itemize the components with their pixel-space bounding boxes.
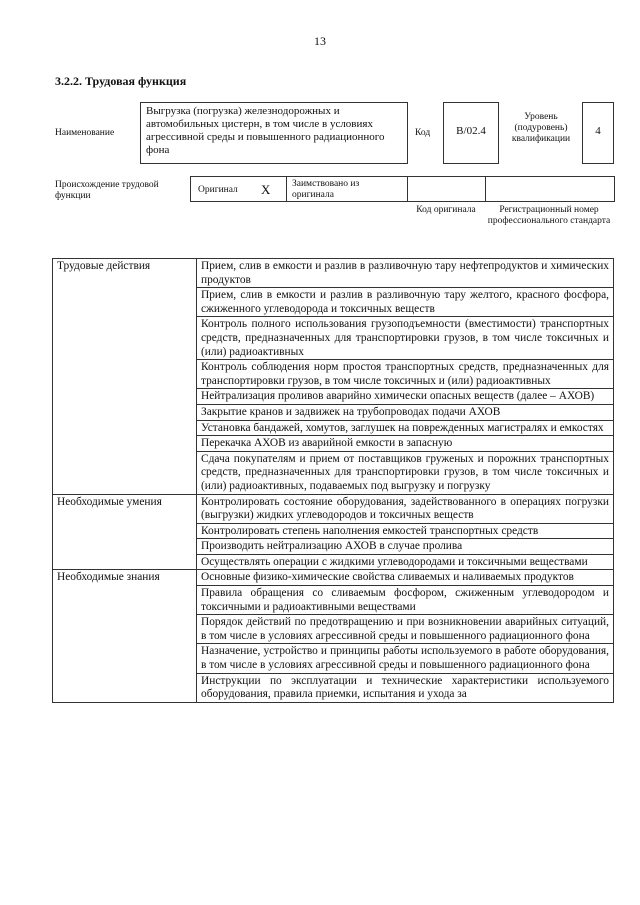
function-details-table (52, 258, 614, 703)
divider (286, 177, 287, 201)
list-item: Нейтрализация проливов аварийно химически опасных веществ (далее – АХОВ) (197, 389, 614, 405)
code-original-label: Код оригинала (416, 205, 476, 215)
list-item: Прием, слив в емкости и разлив в разливочную тару нефтепродуктов и химических продуктов (197, 259, 614, 288)
page-number: 13 (314, 34, 326, 48)
list-item: Установка бандажей, хомутов, заглушек на поврежденных магистралях и емкостях (197, 420, 614, 436)
list-item: Перекачка АХОВ из аварийной емкости в запасную (197, 436, 614, 452)
list-item: Назначение, устройство и принципы работы используемого в работе оборудования, в том числе в условиях агрессивной среды и повышенного радиационного фона (197, 644, 614, 673)
borrowed-label: Заимствовано из оригинала (292, 179, 360, 200)
list-item: Контроль соблюдения норм простоя транспортных средств, предназначенных для транспортировки грузов, в том числе токсичных и (или) радиоактивных (197, 360, 614, 389)
list-item: Осуществлять операции с жидкими углеводородами и токсичными веществами (197, 554, 614, 570)
list-item: Порядок действий по предотвращению и при возникновении аварийных ситуаций, в том числе в условиях агрессивной среды и повышенного радиационного фона (197, 615, 614, 644)
list-item: Основные физико-химические свойства сливаемых и наливаемых продуктов (197, 570, 614, 586)
list-item: Сдача покупателям и прием от поставщиков груженых и порожних транспортных средств, предназначенных для транспортировки грузов, в том числе токсичных и (или) радиоактивных, подаваемых под выгрузку и погрузку (197, 451, 614, 494)
reg-number-label: Регистрационный номер профессионального стандарта (487, 205, 611, 226)
list-item: Контроль полного использования грузоподъемности (вместимости) транспортных средств, предназначенных для транспортировки грузов, в том числе токсичных и (или) радиоактивных (197, 317, 614, 360)
original-mark: X (261, 182, 271, 197)
table-row (53, 494, 614, 523)
list-item: Правила обращения со сливаемым фосфором, сжиженным углеводородом и токсичными и радиоактивными веществами (197, 586, 614, 615)
level-value: 4 (582, 102, 614, 164)
original-label: Оригинал (198, 185, 238, 195)
code-label: Код (415, 128, 431, 138)
table-row (53, 259, 614, 288)
section-title: 3.2.2. Трудовая функция (55, 74, 187, 88)
code-value: B/02.4 (443, 102, 499, 164)
list-item: Контролировать состояние оборудования, задействованного в операциях погрузки (выгрузки) жидких углеводородов и токсичных веществ (197, 494, 614, 523)
section-label-knowledge: Необходимые знания (53, 570, 197, 702)
section-label-skills: Необходимые умения (53, 494, 197, 570)
table-row (53, 570, 614, 586)
list-item: Контролировать степень наполнения емкостей транспортных средств (197, 523, 614, 539)
section-label-actions: Трудовые действия (53, 259, 197, 495)
list-item: Инструкции по эксплуатации и технические характеристики используемого оборудования, правила приемки, испытания и ухода за (197, 673, 614, 702)
level-label: Уровень (подуровень) квалификации (511, 112, 571, 144)
origin-row (190, 176, 615, 202)
list-item: Прием, слив в емкости и разлив в разливочную тару желтого, красного фосфора, сжиженного углеводорода и токсичных веществ (197, 288, 614, 317)
list-item: Закрытие кранов и задвижек на трубопроводах подачи АХОВ (197, 404, 614, 420)
divider (407, 177, 408, 201)
name-label: Наименование (55, 128, 115, 138)
list-item: Производить нейтрализацию АХОВ в случае пролива (197, 539, 614, 555)
function-name: Выгрузка (погрузка) железнодорожных и автомобильных цистерн, в том числе в условиях агрессивной среды и повышенного радиационного фона (140, 102, 408, 164)
origin-label: Происхождение трудовой функции (55, 180, 159, 201)
divider (485, 177, 486, 201)
